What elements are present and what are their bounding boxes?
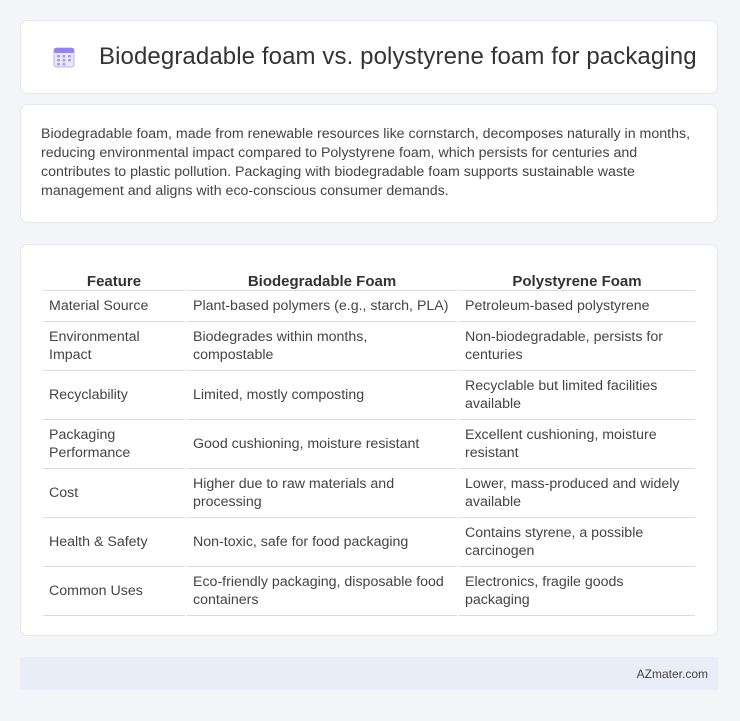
summary-card: [20, 104, 718, 223]
table-cell: Non-toxic, safe for food packaging: [187, 518, 457, 567]
table-cell: Plant-based polymers (e.g., starch, PLA): [187, 291, 457, 322]
comparison-table: [41, 265, 697, 616]
table-cell: Lower, mass-produced and widely available: [459, 469, 695, 518]
column-header-biodegradable: Biodegradable Foam: [187, 265, 457, 291]
column-header-polystyrene: Polystyrene Foam: [459, 265, 695, 291]
calendar-icon: [51, 44, 77, 70]
table-row: [43, 518, 695, 567]
table-cell: Good cushioning, moisture resistant: [187, 420, 457, 469]
table-cell: Biodegrades within months, compostable: [187, 322, 457, 371]
table-cell: Health & Safety: [43, 518, 185, 567]
table-row: [43, 371, 695, 420]
table-cell: Environmental Impact: [43, 322, 185, 371]
table-cell: Contains styrene, a possible carcinogen: [459, 518, 695, 567]
column-header-feature: Feature: [43, 265, 185, 291]
footer-brand[interactable]: AZmater.com: [636, 666, 708, 681]
table-cell: Recyclable but limited facilities available: [459, 371, 695, 420]
table-cell: Electronics, fragile goods packaging: [459, 567, 695, 616]
table-row: [43, 291, 695, 322]
table-row: [43, 567, 695, 616]
table-cell: Non-biodegradable, persists for centuries: [459, 322, 695, 371]
table-cell: Eco-friendly packaging, disposable food containers: [187, 567, 457, 616]
table-cell: Limited, mostly composting: [187, 371, 457, 420]
table-cell: Petroleum-based polystyrene: [459, 291, 695, 322]
table-cell: Common Uses: [43, 567, 185, 616]
table-cell: Cost: [43, 469, 185, 518]
table-row: [43, 322, 695, 371]
page-title: Biodegradable foam vs. polystyrene foam for packaging: [99, 43, 697, 70]
table-cell: Packaging Performance: [43, 420, 185, 469]
table-row: [43, 469, 695, 518]
table-cell: Higher due to raw materials and processing: [187, 469, 457, 518]
table-cell: Recyclability: [43, 371, 185, 420]
table-header-row: [43, 265, 695, 291]
table-cell: Material Source: [43, 291, 185, 322]
footer: [20, 657, 718, 690]
comparison-table-card: [20, 244, 718, 636]
table-row: [43, 420, 695, 469]
title-card: [20, 20, 718, 94]
summary-text: Biodegradable foam, made from renewable resources like cornstarch, decomposes naturally in months, reducing environmental impact compared to Polystyrene foam, which persists for centuries and contributes to plastic pollution. Packaging with biodegradable foam supports sustainable waste management and aligns with eco-conscious consumer demands.: [41, 126, 691, 199]
table-cell: Excellent cushioning, moisture resistant: [459, 420, 695, 469]
